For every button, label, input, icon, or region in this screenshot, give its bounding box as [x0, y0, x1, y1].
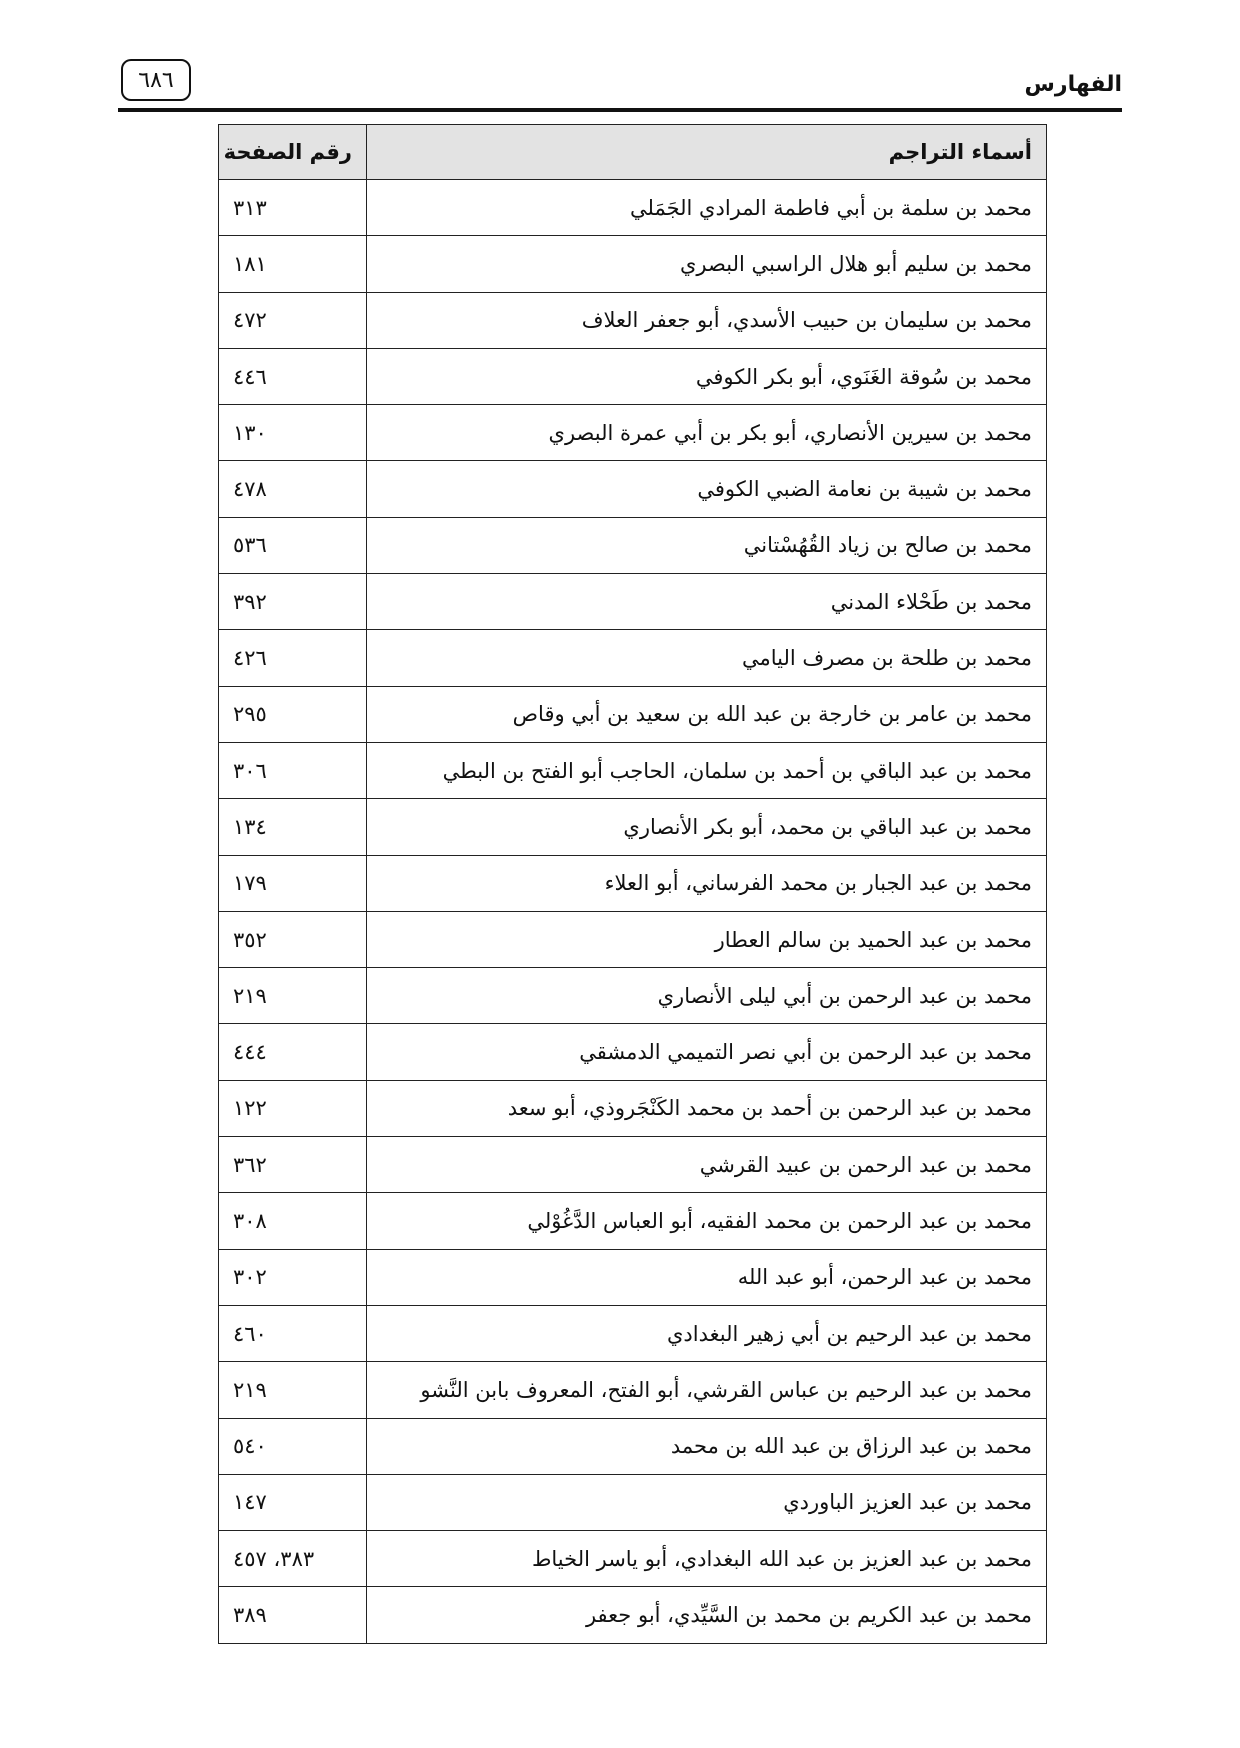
page-number-cell: ٣٠٨ — [219, 1193, 367, 1249]
running-title: الفهارس — [1024, 72, 1122, 97]
biography-name-cell: محمد بن سلمة بن أبي فاطمة المرادي الجَمَلي — [367, 180, 1047, 236]
table-row — [219, 517, 1047, 573]
table-body — [219, 180, 1047, 1644]
table-row — [219, 1587, 1047, 1643]
biography-name-cell: محمد بن سيرين الأنصاري، أبو بكر بن أبي عمرة البصري — [367, 405, 1047, 461]
biography-name-cell: محمد بن عبد الرحمن بن محمد الفقيه، أبو العباس الدَّغُوْلي — [367, 1193, 1047, 1249]
table-row — [219, 968, 1047, 1024]
biography-name-cell: محمد بن عبد الرحمن بن عبيد القرشي — [367, 1137, 1047, 1193]
page-number-cell: ٣٦٢ — [219, 1137, 367, 1193]
table-row — [219, 1362, 1047, 1418]
page-number-cell: ٣١٣ — [219, 180, 367, 236]
biography-name-cell: محمد بن عبد الرحيم بن عباس القرشي، أبو الفتح، المعروف بابن النَّشو — [367, 1362, 1047, 1418]
table-row — [219, 574, 1047, 630]
table-row — [219, 1249, 1047, 1305]
table-row — [219, 180, 1047, 236]
table-row — [219, 1418, 1047, 1474]
table-row — [219, 1137, 1047, 1193]
table-row — [219, 799, 1047, 855]
biography-name-cell: محمد بن عبد الرحيم بن أبي زهير البغدادي — [367, 1305, 1047, 1361]
biography-name-cell: محمد بن عبد الرحمن بن أبي نصر التميمي الدمشقي — [367, 1024, 1047, 1080]
page-number-cell: ٤٧٢ — [219, 292, 367, 348]
page-number-cell: ١٤٧ — [219, 1474, 367, 1530]
table-row — [219, 742, 1047, 798]
page-number-cell: ٢١٩ — [219, 1362, 367, 1418]
table-row — [219, 630, 1047, 686]
page-number-cell: ٣٩٢ — [219, 574, 367, 630]
table-row — [219, 911, 1047, 967]
page-number-cell: ٢١٩ — [219, 968, 367, 1024]
page-number-cell: ١٧٩ — [219, 855, 367, 911]
page-number-cell: ٤٢٦ — [219, 630, 367, 686]
page-number-cell: ٤٧٨ — [219, 461, 367, 517]
biography-name-cell: محمد بن عبد الحميد بن سالم العطار — [367, 911, 1047, 967]
page-number-cell: ٤٦٠ — [219, 1305, 367, 1361]
page-number-text: ٦٨٦ — [138, 67, 174, 93]
biography-name-cell: محمد بن صالح بن زياد القُهُسْتاني — [367, 517, 1047, 573]
page-number-cell: ٣٨٣، ٤٥٧ — [219, 1531, 367, 1587]
column-header-page-number: رقم الصفحة — [219, 125, 367, 180]
page-number-cell: ١٣٠ — [219, 405, 367, 461]
page-number-cell: ٣٨٩ — [219, 1587, 367, 1643]
page-number-cell: ٢٩٥ — [219, 686, 367, 742]
table-row — [219, 292, 1047, 348]
biography-name-cell: محمد بن عبد الجبار بن محمد الفرساني، أبو العلاء — [367, 855, 1047, 911]
table-row — [219, 1080, 1047, 1136]
biography-name-cell: محمد بن عبد العزيز بن عبد الله البغدادي، أبو ياسر الخياط — [367, 1531, 1047, 1587]
table-row — [219, 1531, 1047, 1587]
page-number-cell: ١٨١ — [219, 236, 367, 292]
biography-name-cell: محمد بن سُوقة الغَنَوي، أبو بكر الكوفي — [367, 348, 1047, 404]
table-header-row — [219, 125, 1047, 180]
table-row — [219, 855, 1047, 911]
page-number-cell: ٤٤٤ — [219, 1024, 367, 1080]
page-number-cell: ٥٤٠ — [219, 1418, 367, 1474]
biography-name-cell: محمد بن عبد الباقي بن أحمد بن سلمان، الحاجب أبو الفتح بن البطي — [367, 742, 1047, 798]
biography-name-cell: محمد بن سليمان بن حبيب الأسدي، أبو جعفر العلاف — [367, 292, 1047, 348]
column-header-names: أسماء التراجم — [367, 125, 1047, 180]
table-row — [219, 686, 1047, 742]
table-row — [219, 1305, 1047, 1361]
table-row — [219, 1474, 1047, 1530]
biography-name-cell: محمد بن عبد الرزاق بن عبد الله بن محمد — [367, 1418, 1047, 1474]
table-row — [219, 405, 1047, 461]
biography-name-cell: محمد بن عبد الكريم بن محمد بن السَّيِّدي، أبو جعفر — [367, 1587, 1047, 1643]
biography-name-cell: محمد بن عامر بن خارجة بن عبد الله بن سعيد بن أبي وقاص — [367, 686, 1047, 742]
page-number-cell: ٤٤٦ — [219, 348, 367, 404]
page-number-cell: ٥٣٦ — [219, 517, 367, 573]
page-number-cell: ٣٠٦ — [219, 742, 367, 798]
table-row — [219, 348, 1047, 404]
table-row — [219, 236, 1047, 292]
table-row — [219, 1193, 1047, 1249]
biography-name-cell: محمد بن عبد الباقي بن محمد، أبو بكر الأنصاري — [367, 799, 1047, 855]
biography-name-cell: محمد بن سليم أبو هلال الراسبي البصري — [367, 236, 1047, 292]
biography-name-cell: محمد بن عبد الرحمن، أبو عبد الله — [367, 1249, 1047, 1305]
biography-name-cell: محمد بن طَحْلاء المدني — [367, 574, 1047, 630]
biography-name-cell: محمد بن عبد العزيز الباوردي — [367, 1474, 1047, 1530]
header-divider — [118, 108, 1122, 112]
biographies-index-table — [218, 124, 1047, 1644]
biography-name-cell: محمد بن عبد الرحمن بن أحمد بن محمد الكَنْجَروذي، أبو سعد — [367, 1080, 1047, 1136]
page-number-cell: ١٣٤ — [219, 799, 367, 855]
page-number-cell: ٣٥٢ — [219, 911, 367, 967]
biography-name-cell: محمد بن عبد الرحمن بن أبي ليلى الأنصاري — [367, 968, 1047, 1024]
page-number — [121, 59, 191, 101]
page-number-cell: ١٢٢ — [219, 1080, 367, 1136]
table-row — [219, 1024, 1047, 1080]
page-number-cell: ٣٠٢ — [219, 1249, 367, 1305]
biography-name-cell: محمد بن شيبة بن نعامة الضبي الكوفي — [367, 461, 1047, 517]
table-row — [219, 461, 1047, 517]
biography-name-cell: محمد بن طلحة بن مصرف اليامي — [367, 630, 1047, 686]
